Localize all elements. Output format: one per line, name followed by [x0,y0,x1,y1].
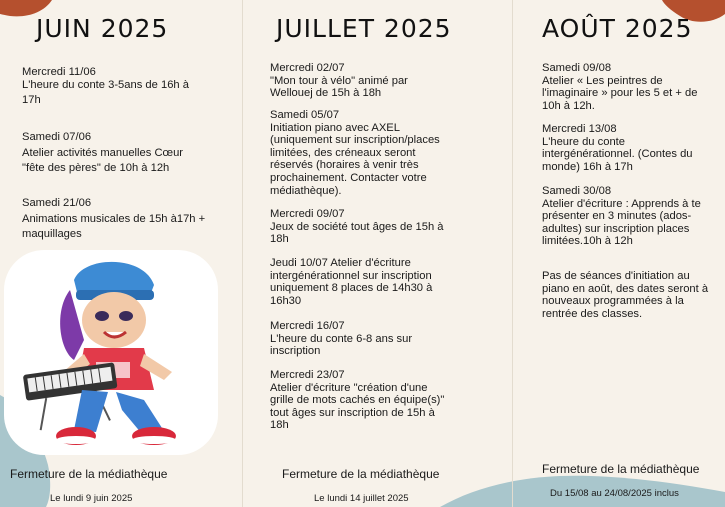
month-title: AOÛT 2025 [542,14,693,43]
event-date: Samedi 30/08 [542,185,612,197]
event-date: Jeudi 10/07 Atelier d'écriture [270,257,411,269]
character-keyboard-illustration [4,250,218,455]
event-date: Mercredi 13/08 [542,123,617,135]
event-date: Mercredi 11/06 [22,66,96,78]
event: Mercredi 23/07 Atelier d'écriture "création d'une grille de mots cachés en équipe(s)" tout âges sur inscription de 15h à 18h [270,369,445,432]
event: Samedi 09/08 Atelier « Les peintres de l'imaginaire » pour les 5 et + de 10h à 12h. [542,62,698,112]
event: Mercredi 13/08 L'heure du conte intergénérationnel. (Contes du monde) 16h à 17h [542,123,693,173]
closure-title: Fermeture de la médiathèque [542,462,700,476]
june-panel [0,0,242,507]
event: Samedi 21/06 Animations musicales de 15h à17h + maquillages [22,197,206,241]
piano-note: Pas de séances d'initiation au piano en août, des dates seront à nouveaux programmées à la rentrée des classes. [542,270,709,320]
closure-date: Le lundi 9 juin 2025 [50,493,133,504]
closure-title: Fermeture de la médiathèque [282,467,440,481]
event: Mercredi 16/07 L'heure du conte 6-8 ans sur inscription [270,320,413,358]
event: Jeudi 10/07 Atelier d'écriture intergénérationnel sur inscription uniquement 8 places de 14h30 à 16h30 [270,257,433,307]
event-date: Samedi 21/06 [22,197,92,209]
event: Samedi 07/06 Atelier activités manuelles Cœur "fête des pères" de 10h à 12h [22,131,184,175]
july-panel [242,0,512,507]
august-panel [512,0,725,507]
closure-date: Du 15/08 au 24/08/2025 inclus [550,488,679,499]
event-date: Samedi 07/06 [22,131,92,143]
closure-date: Le lundi 14 juillet 2025 [314,493,409,504]
month-title: JUILLET 2025 [276,14,452,43]
event: Mercredi 02/07 "Mon tour à vélo" animé par Wellouej de 15h à 18h [270,62,408,100]
event-date: Samedi 05/07 [270,109,340,121]
event: Mercredi 11/06 L'heure du conte 3-5ans de 16h à 17h [22,66,189,107]
closure-title: Fermeture de la médiathèque [10,467,168,481]
event-date: Mercredi 09/07 [270,208,345,220]
event-date: Mercredi 16/07 [270,320,345,332]
event-date: Samedi 09/08 [542,62,612,74]
event-date: Mercredi 02/07 [270,62,345,74]
event: Samedi 05/07 Initiation piano avec AXEL (uniquement sur inscription/places limitées, des créneaux seront réservés (horaires à venir très prochainement. Contacter votre médiathèque). [270,109,440,197]
month-title: JUIN 2025 [36,14,169,43]
event: Samedi 30/08 Atelier d'écriture : Apprends à te présenter en 3 minutes (ados- adultes) sur inscription places limitées.10h à 12h [542,185,701,248]
event: Mercredi 09/07 Jeux de société tout âges de 15h à 18h [270,208,444,246]
event-date: Mercredi 23/07 [270,369,345,381]
